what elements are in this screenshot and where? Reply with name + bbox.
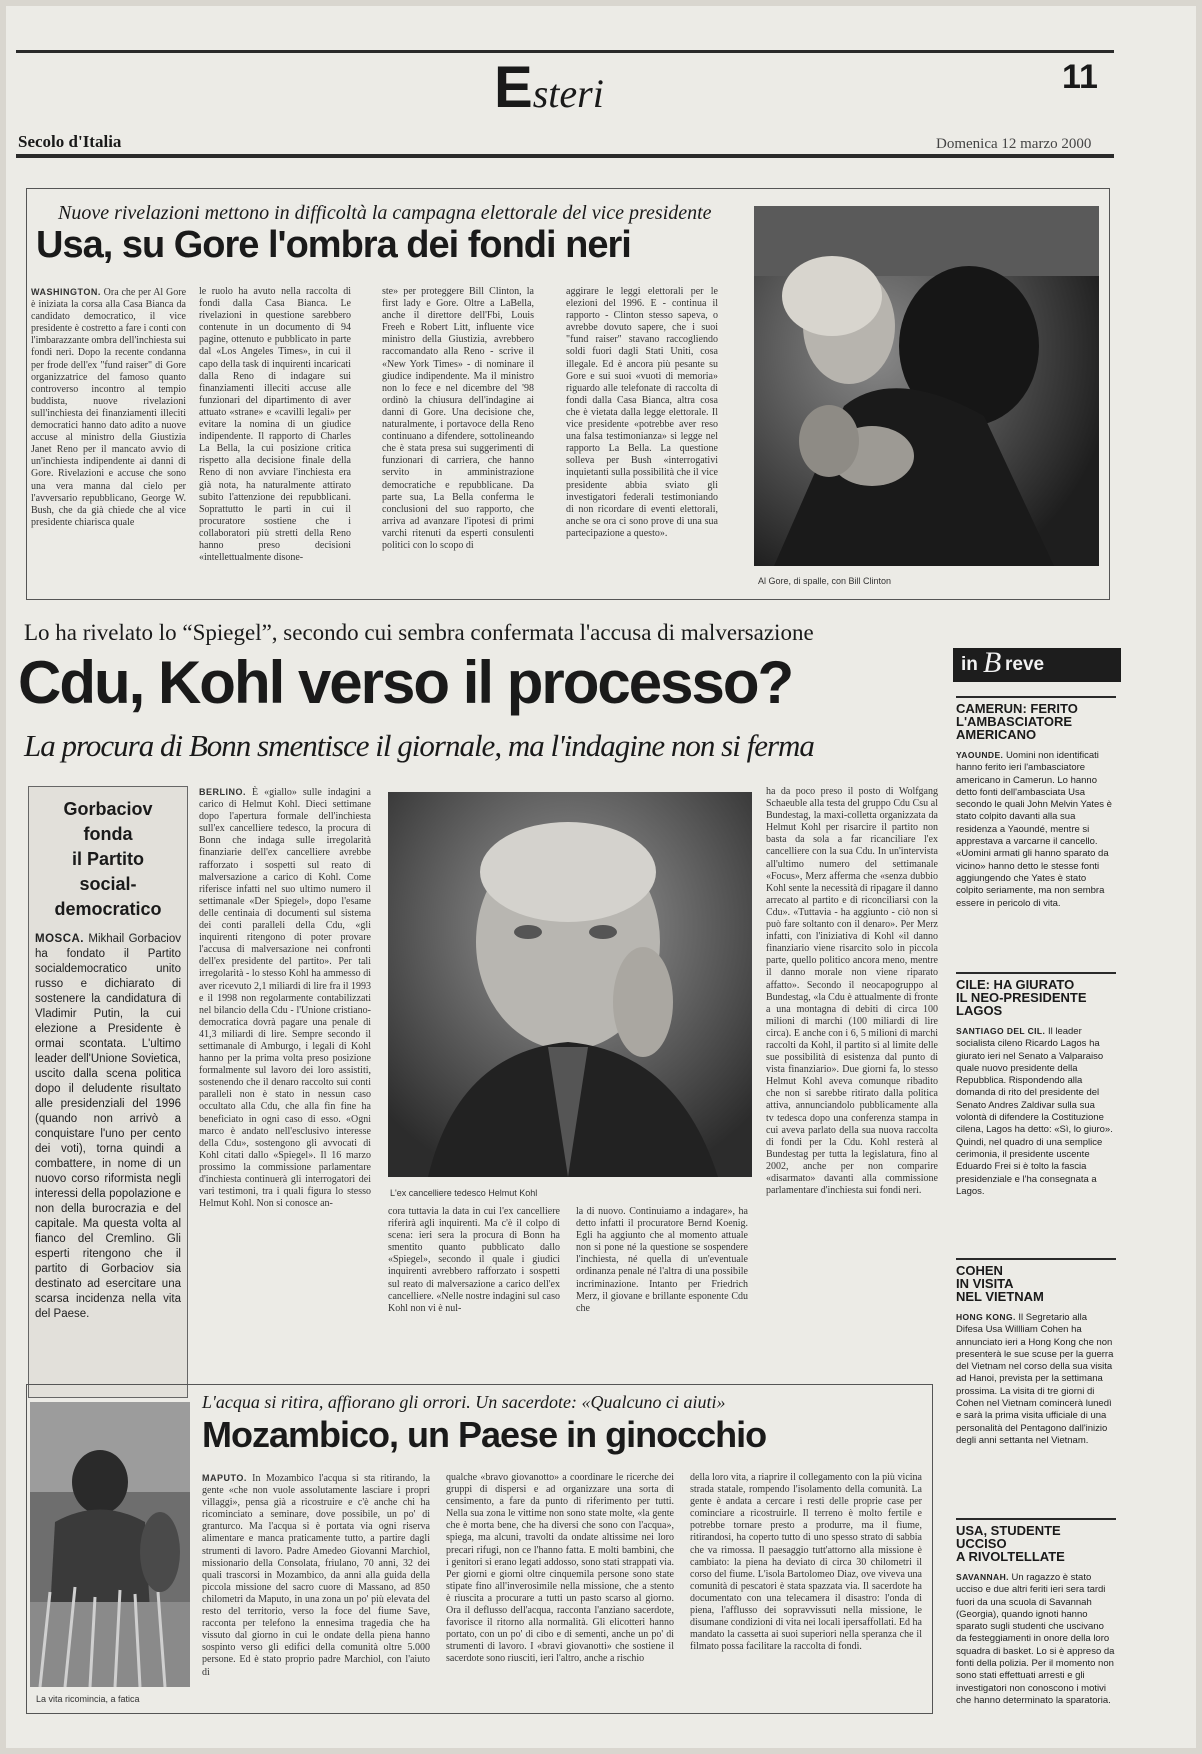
brief-item-usa xyxy=(956,1518,1116,1747)
brief-cohen-headline: COHEN IN VISITA NEL VIETNAM xyxy=(956,1263,1044,1304)
gorbaciov-headline: Gorbaciov fonda il Partito social- democratico xyxy=(54,799,162,919)
gore-column-4: aggirare le leggi elettorali per le elezioni del 1996. E - continua il rapporto - Clinton stesso sapeva, o avrebbe dovuto sapere, che i suoi "fund raiser" stavano raccogliendo soldi fuori dagli Stati Uniti, cosa illegale. Ed è ancora più pesante su Gore e sui suoi «vuoti di memoria» riguardo alle telefonate di raccolta di fondi dalla Casa Bianca, altra cosa che è vietata dalla legge elettorale. Il vice presidente «potrebbe aver reso una falsa testimonianza» si legge nel rapporto La Bella. La questione solleva per Bush «interrogativi inquietanti sulla possibilità che il vice presidente abbia sviato gli investigatori federali testimoniando di non ricordare di eventi elettorali, anche se ora ci sono prove di una sua partecipazione a questo». xyxy=(566,286,718,539)
gore-column-3: ste» per proteggere Bill Clinton, la first lady e Gore. Oltre a LaBella, anche il direttore dell'Fbi, Louis Freeh e Robert Litt, influente vice ministro della Giustizia, avrebbero raccomandato alla Reno - scrive il «New York Times» - di nominare il giudice indipendente. Ma il ministro non lo fece e nel dicembre del '98 ordinò la chiusura dell'indagine ai danni di Gore. Una decisione che, naturalmente, i portavoce della Reno continuano a difendere, sottolineando che è stata presa sui suggerimenti di funzionari di carriera, che hanno servito in amministrazione democratiche e repubblicane. Da parte sua, La Bella conferma le conclusioni del suo rapporto, che arriva ad avanzare l'ipotesi di primi varchi ritenuti da esperti consulenti politici con lo scopo di xyxy=(382,286,534,551)
kohl-column-1-text: È «giallo» sulle indagini a carico di Helmut Kohl. Dieci settimane dopo l'apertura formale dell'inchiesta sull'ex cancelliere tedesco, la procura di Bonn che indaga sulle irregolarità finanziarie dell'ex cancelliere avrebbe rafforzato i sospetti sul reato di malversazione a carico di Kohl. Come riferisce infatti nel suo ultimo numero il settimanale «Der Spiegel», dopo l'esame delle centinaia di documenti sul sistema dei conti paralleli della Cdu, «gli inquirenti ritengono di poter provare l'accusa di malversazione nei confronti dell'ex presidente del partito». Per tali irregolarità - lo stesso Kohl ha ammesso di aver ricevuto 2,1 miliardi di lire fra il 1993 e il 1998 non regolarmente contabilizzati nel bilancio della Cdu - l'Unione cristiano-democratica dovrà pagare una penale di 41,3 miliardi di lire. Sempre secondo il settimanale di Amburgo, i legali di Kohl hanno per la prima volta preso posizione formalmente sul lavoro dei loro assistiti, sostenendo che il denaro raccolto sui conti paralleli non è stato in nessun caso occultato alla Cdu, che alla fin fine ha beneficiato in ogni caso di esso. «Ogni marco è andato nell'esclusivo interesse della Cdu», sostengono gli avvocati di Kohl citati dallo «Spiegel». Il 16 marzo prossimo la commissione parlamentare d'inchiesta continuerà gli interrogatori dei vari testimoni, tra i quali figura lo stesso Helmut Kohl. Non si conosce an- xyxy=(199,787,371,1210)
kohl-column-2: cora tuttavia la data in cui l'ex cancelliere riferirà agli inquirenti. Ma c'è il colpo di scena: ieri sera la procura di Bonn ha smentito quanto pubblicato dallo «Spiegel», secondo il quale i giudici inquirenti avrebbero rafforzato i sospetti sul reato di malversazione a carico dell'ex cancelliere. «Nelle nostre indagini sul caso Kohl non vi è nul- xyxy=(388,1206,560,1314)
photo-portrait-icon xyxy=(388,792,752,1177)
brief-usa-headline: USA, STUDENTE UCCISO A RIVOLTELLATE xyxy=(956,1523,1065,1564)
gorbaciov-body-text: Mikhail Gorbaciov ha fondato il Partito socialdemocratico unito russo e dichiarato di sostenere la candidatura di Vladimir Putin, la cui elezione a Presidente è ormai scontata. L'ultimo leader dell'Unione Sovietica, uscito dalla scena politica dopo il deludente risultato alle presidenziali del 1996 (quando non arrivò a conquistare l'uno per cento dei voti), torna quindi a combattere, in nome di un nuovo corso riformista negli interessi della popolazione e non della burocrazia e del capitale. Ma questa volta al fianco del Cremlino. Gli esperti ritengono che il partito di Gorbaciov sia destinato ad esercitare una scarsa incidenza nella vita del Paese. xyxy=(35,933,181,1320)
brief-item-camerun xyxy=(956,696,1116,949)
kohl-dateline: BERLINO. xyxy=(199,787,247,797)
page-number: 11 xyxy=(1062,58,1098,96)
kohl-column-3: la di nuovo. Continuiamo a indagare», ha detto infatti il procuratore Bernd Koenig. Egli ha aggiunto che al momento attuale non si pone né la questione se sospendere l'inchiesta, né quella di un'eventuale ordinanza penale né l'altra di una possibile incriminazione. Intanto per Friedrich Merz, il giovane e brillante esponente Cdu che xyxy=(576,1206,748,1314)
brief-item-cohen xyxy=(956,1258,1116,1519)
kohl-photo xyxy=(388,792,752,1177)
gore-clinton-photo xyxy=(754,206,1099,566)
mozambico-headline: Mozambico, un Paese in ginocchio xyxy=(202,1414,767,1455)
gorbaciov-box xyxy=(28,786,188,1398)
kohl-photo-caption: L'ex cancelliere tedesco Helmut Kohl xyxy=(390,1188,538,1198)
newspaper-page xyxy=(6,6,1196,1748)
issue-date: Domenica 12 marzo 2000 xyxy=(936,136,1092,152)
gore-kicker: Nuove rivelazioni mettono in difficoltà la campagna elettorale del vice presidente xyxy=(58,202,712,224)
in-breve-banner xyxy=(953,648,1121,682)
in-breve-label-rest: reve xyxy=(1005,654,1045,675)
kohl-subhead: La procura di Bonn smentisce il giornale, ma l'indagine non si ferma xyxy=(24,728,814,763)
section-title-initial: E xyxy=(494,55,533,120)
mozambico-column-3: della loro vita, a riaprire il collegamento con la più vicina strada statale, rompendo l'isolamento della comunità. La gente è andata a cercare i resti delle proprie case per cominciare a ricostruirle. Il terreno è molto fertile e potrebbe tornare presto a produrre, ma il fiume, ritirandosi, ha coperto tutto di uno spesso strato di sabbia che va rimossa. Il paesaggio tutt'attorno alla missione è cambiato: la piena ha deviato di circa 30 chilometri il corso del fiume. L'isola Bartolomeo Diaz, ove viveva una comunità di pescatori è stata spazzata via. Il sacerdote ha documentato con una telecamera il disastro: l'onda di piena, l'afflusso dei sopravvissuti nella missione, le disumane condizioni di vita nei locali ipersaffollati. Ed ha mandato la cassetta ai suoi superiori nella speranza che il filmato possa facilitare la raccolta di fondi. xyxy=(690,1472,922,1653)
photo-figures-icon xyxy=(754,206,1099,566)
top-rule xyxy=(16,50,1114,53)
gore-dateline: WASHINGTON. xyxy=(31,287,101,297)
mozambico-column-1-text: In Mozambico l'acqua si sta ritirando, la gente «che non vuole assolutamente lasciare i propri villaggi», pensa già a ricostruire e c'è anche chi ha ricominciato a seminare, dove possibile, un po' di granturco. Ma l'acqua si è portata via ogni riserva alimentare e manca praticamente tutto, a partire dagli strumenti di lavoro. Padre Amedeo Giovanni Marchiol, missionario della Consolata, friulano, 70 anni, 32 dei quali trascorsi in Mozambico, da anni alla guida della piccola missione del sacro cuore di Massano, ad 850 chilometri da Maputo, in una zona un po' più elevata del resto del territorio, verso la foce del fiume Save, racconta per telefono la ennesima tragedia che ha vissuto dal giorno in cui le ondate della piena hanno sospinto verso gli edifici della comunità oltre 5.000 persone. Ed è stato proprio padre Marchiol, con l'aiuto di xyxy=(202,1473,430,1678)
mozambico-photo-caption: La vita ricomincia, a fatica xyxy=(36,1694,140,1704)
gorbaciov-body xyxy=(35,932,181,1322)
brief-cohen-body: HONG KONG. Il Segretario alla Difesa Usa Willliam Cohen ha annunciato ieri a Hong Kong che non presenterà le sue scuse per la guerra del Vietnam nel corso della sua visita ad Hanoi, prevista per la settimana prossima. La visita di tre giorni di Cohen nel Vietnam comincerà lunedì e sarà la prima visita ufficiale di una personalità del Pentagono dall'inizio degli anni settanta nel Vietnam. xyxy=(956,1312,1114,1446)
mozambico-photo xyxy=(30,1402,190,1687)
mozambico-dateline: MAPUTO. xyxy=(202,1473,247,1483)
mozambico-kicker: L'acqua si ritira, affiorano gli orrori. Un sacerdote: «Qualcuno ci aiuti» xyxy=(202,1392,726,1412)
brief-cile-headline: CILE: HA GIURATO IL NEO-PRESIDENTE LAGOS xyxy=(956,977,1087,1018)
kohl-column-4: ha da poco preso il posto di Wolfgang Schaeuble alla testa del gruppo Cdu Csu al Bundestag, la maxi-colletta organizzata da Helmut Kohl per risarcire il partito non basta da sola a far ricanciliare l'ex cancelliere con la sua Cdu. In un'intervista all'ultimo numero del settimanale «Focus», Merz afferma che «senza dubbio Kohl sente la necessità di ripagare il danno arrecato al partito e di riconciliarsi con la Cdu». «Tuttavia - ha aggiunto - ciò non si può fare soltanto con il denaro». Per Merz infatti, con l'iniziativa di Kohl «il danno finanziario viene risarcito solo in piccola parte, quello politico ancora meno, mentre il danno morale non viene riparato affatto». Secondo il neocapogruppo al Bundestag, «la Cdu è attualmente di fronte a una montagna di debiti di circa 100 milioni di marchi (100 miliardi di lire circa). E anche con i 6, 5 milioni di marchi raccolti da Kohl, il partito sì al limite delle sue possibilità di esistenza dal punto di vista finanziario». Due giorni fa, lo stesso Helmut Kohl aveva comunque ribadito che non si sarebbe ritirato dalla politica attiva, annunciandolo pubblicamente alla tv tedesca dopo una conferenza stampa in cui aveva parlato della sua nuova raccolta di fondi per la Cdu. Kohl resterà al Bundestag per tutta la legislatura, fino al 2002, anche per non comparire «disarmato» davanti alla commissione parlamentare d'inchiesta sui fondi neri. xyxy=(766,786,938,1197)
section-title xyxy=(494,54,604,121)
kohl-kicker: Lo ha rivelato lo “Spiegel”, secondo cui sembra confermata l'accusa di malversazione xyxy=(24,620,814,645)
mozambico-column-1 xyxy=(202,1472,430,1707)
masthead-rule xyxy=(16,154,1114,158)
gore-column-1-text: Ora che per Al Gore è iniziata la corsa alla Casa Bianca da candidato democratico, il vice presidente è costretto a fare i conti con l'imbarazzante ombra dell'inchiesta sui fondi neri. Dopo la recente condanna per frode dell'ex "fund raiser" di Gore organizzatrice del famoso quanto controverso incontro al tempio buddista, nuove rivelazioni sull'inchiesta dei finanziamenti illeciti democratici hanno dato adito a nuove accuse al ministro della Giustizia Janet Reno per il mancato avvio di un'inchiesta indipendente ai danni di Gore. Rivelazioni e accuse che sono una vera manna dal cielo per l'avversario repubblicano, George W. Bush, che da già chiede che al vice presidente chiarisca quale xyxy=(31,287,186,528)
photo-child-field-icon xyxy=(30,1402,190,1687)
in-breve-label-b: B xyxy=(983,646,1002,679)
kohl-column-1 xyxy=(199,786,371,1386)
brief-item-cile xyxy=(956,972,1116,1237)
mozambico-column-2: qualche «bravo giovanotto» a coordinare le ricerche dei gruppi di dispersi e ad organizzare una sorta di censimento, a fare da punto di riferimento per tutti. Nella sua zona le vittime non sono state molte, «la gente che è morta bene, che ha diversi che sono con l'acqua», spiega, ma alcuni, travolti da ondate altissime nei loro precari rifugi, non ce l'hanno fatta. E molti bambini, che i genitori si erano legati addosso, sono stati strappati via. Per giorni e giorni oltre cinquemila persone sono state stipate fino all'inverosimile nella missione, che a stento è riuscita a procurare a tutti un pasto scarso al giorno. Ora il deflusso dell'acqua, racconta l'anziano sacerdote, favorisce il ritorno alla normalità. Gli elicotteri hanno portato, con un po' di cibo e di sementi, anche un po' di strumenti di lavoro. I «bravi giovanotti» che sostiene il sacerdote sono riusciti, ieri l'altro, anche a rischio xyxy=(446,1472,674,1665)
brief-camerun-headline: CAMERUN: FERITO L'AMBASCIATORE AMERICANO xyxy=(956,701,1078,742)
gore-column-2: le ruolo ha avuto nella raccolta di fondi dalla Casa Bianca. Le rivelazioni in questione sarebbero contenute in un documento di 94 pagine, ottenuto e pubblicato in parte dal «Los Angeles Times», in cui il capo della task di inquirenti incaricati dalla Reno di indagare sui finanziamenti illeciti accuse alle funzionari del dipartimento di aver attuato «strane» e «cavilli legali» per evitare la nomina di un giudice indipendente. Il rapporto di Charles La Bella, la cui posizione critica rispetto alla decisione finale della Reno di non avviare l'inchiesta era già nota, ha naturalmente attirato subito l'attenzione dei repubblicani. Soprattutto le parti in cui il procuratore sostiene che i collaboratori più stretti della Reno hanno preso decisioni «intellettualmente disone- xyxy=(199,286,351,564)
paper-name: Secolo d'Italia xyxy=(18,132,122,151)
brief-cile-body: SANTIAGO DEL CIL. Il leader socialista cileno Ricardo Lagos ha giurato ieri nel Senato a Valparaiso quale nuovo presidente della Repubblica. Rispondendo alla domanda di rito del presidente del Senato Andres Zaldivar sulla sua volontà di difendere la Costituzione cilena, Lagos ha detto: «Sì, lo giuro». Quindi, nel quadro di una semplice cerimonia, il presidente uscente Eduardo Frei si è tolto la fascia presidenziale e l'ha consegnata a Lagos. xyxy=(956,1026,1113,1197)
brief-usa-body: SAVANNAH. Un ragazzo è stato ucciso e due altri feriti ieri sera tardi fuori da una scuola di Savannah (Georgia), quando ignoti hanno sparato sugli studenti che uscivano da festeggiamenti in onore della loro squadra di basket. Lo si è appreso da fonti della polizia. Per il momento non sono stati effettuati arresti e gli investigatori non conoscono i motivi che hanno determinato la sparatoria. xyxy=(956,1572,1115,1706)
section-title-rest: steri xyxy=(532,71,604,116)
gore-photo-caption: Al Gore, di spalle, con Bill Clinton xyxy=(758,576,892,586)
in-breve-label-in: in xyxy=(961,654,978,675)
kohl-headline: Cdu, Kohl verso il processo? xyxy=(18,649,793,716)
gorbaciov-dateline: MOSCA. xyxy=(35,933,84,945)
brief-camerun-body: YAOUNDE. Uomini non identificati hanno ferito ieri l'ambasciatore americano in Camerun. Lo hanno detto fonti dell'ambasciata Usa secondo le quali John Melvin Yates è stato colpito davanti alla sua residenza a Yaoundé, mentre si apprestava a varcarne il cancello. «Uomini armati gli hanno sparato da vicino» hanno detto le stesse fonti aggiungendo che Yates è stato colpito seriamente, ma non sembra essere in pericolo di vita. xyxy=(956,750,1112,909)
gore-headline: Usa, su Gore l'ombra dei fondi neri xyxy=(36,224,631,266)
gore-column-1 xyxy=(31,286,186,581)
